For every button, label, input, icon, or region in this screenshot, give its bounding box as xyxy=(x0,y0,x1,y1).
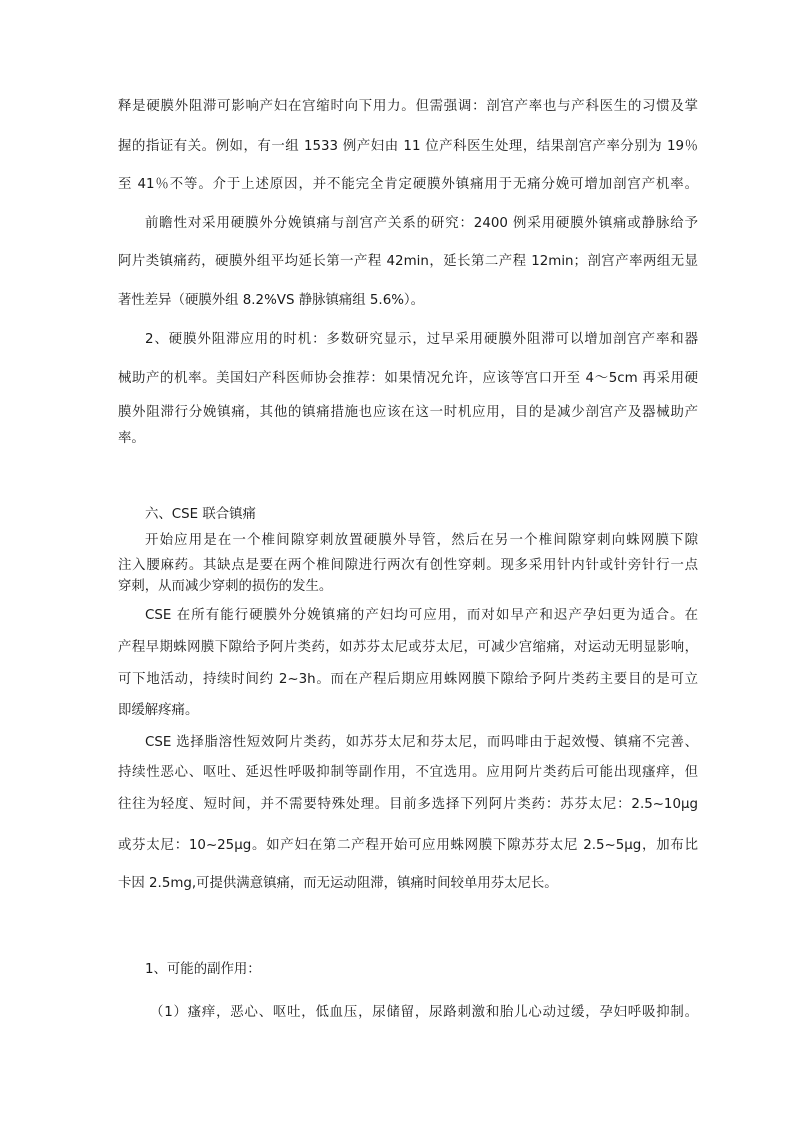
text-line: 穿刺，从而减少穿刺的损伤的发生。 xyxy=(118,579,333,594)
text-line: 卡因 2.5mg,可提供满意镇痛，而无运动阻滞，镇痛时间较单用芬太尼长。 xyxy=(118,876,558,891)
text-line: 释是硬膜外阻滞可影响产妇在宫缩时向下用力。但需强调：剖宫产率也与产科医生的习惯及掌 xyxy=(118,99,698,114)
text-line: CSE 在所有能行硬膜外分娩镇痛的产妇均可应用，而对如早产和迟产孕妇更为适合。在 xyxy=(145,608,698,623)
text-line: （1）瘙痒，恶心、呕吐，低血压，尿储留，尿路刺激和胎儿心动过缓，孕妇呼吸抑制。 xyxy=(150,1005,698,1020)
text-line: 即缓解疼痛。 xyxy=(118,703,199,718)
text-line: 2、硬膜外阻滞应用的时机：多数研究显示，过早采用硬膜外阻滞可以增加剖宫产率和器 xyxy=(145,332,698,347)
text-line: 可下地活动，持续时间约 2~3h。而在产程后期应用蛛网膜下隙给予阿片类药主要目的是可立 xyxy=(118,672,698,687)
text-line: 阿片类镇痛药，硬膜外组平均延长第一产程 42min，延长第二产程 12min；剖宫产率两组无显 xyxy=(118,254,698,269)
text-line: CSE 选择脂溶性短效阿片类药，如苏芬太尼和芬太尼，而吗啡由于起效慢、镇痛不完善、 xyxy=(145,735,698,750)
text-line: 开始应用是在一个椎间隙穿刺放置硬膜外导管，然后在另一个椎间隙穿刺向蛛网膜下隙 xyxy=(145,533,698,548)
text-line: 产程早期蛛网膜下隙给予阿片类药，如苏芬太尼或芬太尼，可减少宫缩痛，对运动无明显影响， xyxy=(118,640,698,655)
text-line: 至 41％不等。介于上述原因，并不能完全肯定硬膜外镇痛用于无痛分娩可增加剖宫产机率。 xyxy=(118,177,698,192)
section-heading: 六、CSE 联合镇痛 xyxy=(145,507,256,522)
text-line: 膜外阻滞行分娩镇痛，其他的镇痛措施也应该在这一时机应用，目的是减少剖宫产及器械助产 xyxy=(118,405,698,420)
text-line: 著性差异（硬膜外组 8.2%VS 静脉镇痛组 5.6%）。 xyxy=(118,293,425,308)
text-line: 持续性恶心、呕吐、延迟性呼吸抑制等副作用，不宜选用。应用阿片类药后可能出现瘙痒，但 xyxy=(118,765,698,780)
text-line: 械助产的机率。美国妇产科医师协会推荐：如果情况允许，应该等宫口开至 4～5cm 再采用硬 xyxy=(118,371,698,386)
text-line: 握的指证有关。例如，有一组 1533 例产妇由 11 位产科医生处理，结果剖宫产率分别为 19％ xyxy=(118,139,698,154)
text-line: 或芬太尼：10~25μg。如产妇在第二产程开始可应用蛛网膜下隙苏芬太尼 2.5~5μg，加布比 xyxy=(118,838,698,853)
text-line: 率。 xyxy=(118,431,145,446)
text-line: 注入腰麻药。其缺点是要在两个椎间隙进行两次有创性穿刺。现多采用针内针或针旁针行一点 xyxy=(118,558,698,573)
subsection-heading: 1、可能的副作用： xyxy=(145,962,261,977)
text-line: 往往为轻度、短时间，并不需要特殊处理。目前多选择下列阿片类药：苏芬太尼：2.5~10μg xyxy=(118,797,698,812)
text-line: 前瞻性对采用硬膜外分娩镇痛与剖宫产关系的研究：2400 例采用硬膜外镇痛或静脉给予 xyxy=(145,216,698,231)
